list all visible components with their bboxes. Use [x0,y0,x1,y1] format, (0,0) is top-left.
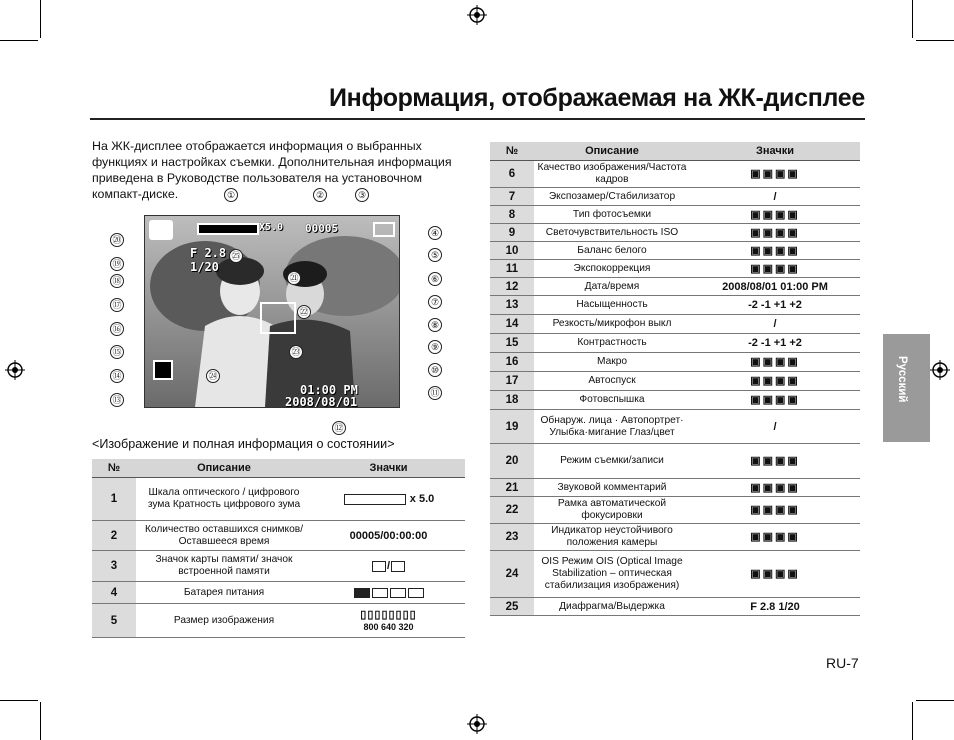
registration-mark-icon [5,360,25,380]
table-row [490,524,860,551]
row-desc: Баланс белого [534,242,690,260]
registration-mark-icon [467,714,487,734]
callout-16: ⑯ [110,322,124,336]
row-desc: Обнаруж. лица · Автопортрет· Улыбка·мигание Глаз/цвет [534,410,690,444]
row-num: 16 [490,353,534,372]
callout-25: ㉕ [229,249,243,263]
row-desc: Индикатор неустойчивого положения камеры [534,524,690,551]
row-num: 1 [92,478,136,521]
battery-empty-icon [408,588,424,598]
setting-icons: ▣▣▣▣ [750,244,800,257]
callout-1: ① [224,188,238,202]
left-info-table [92,459,465,638]
row-icons: / [690,188,860,206]
table-row [92,551,465,582]
row-num: 25 [490,598,534,616]
setting-icons: ▣▣▣▣ [750,356,800,368]
setting-icons: ▣▣▣▣ [750,226,800,239]
row-desc: Резкость/микрофон выкл [534,315,690,334]
table-row [92,582,465,604]
row-desc: Контрастность [534,334,690,353]
crop-mark [916,40,954,41]
table-row [490,242,860,260]
row-num: 14 [490,315,534,334]
memory-card-icon [372,561,386,572]
row-num: 7 [490,188,534,206]
lcd-screen [144,215,400,408]
row-num: 22 [490,497,534,524]
row-icons: / [690,410,860,444]
photo-illustration [145,216,399,407]
header-icons: Значки [312,459,465,478]
row-num: 12 [490,278,534,296]
row-icons [690,206,860,224]
callout-2: ② [313,188,327,202]
row-desc: Режим съемки/записи [534,444,690,479]
table-row [490,410,860,444]
header-num: № [92,459,136,478]
callout-9: ⑨ [428,340,442,354]
row-num: 19 [490,410,534,444]
callout-18: ⑱ [110,274,124,288]
table-header-row [490,142,860,161]
callout-21: ㉑ [287,271,301,285]
zoom-bar-icon [344,494,406,505]
row-num: 24 [490,551,534,598]
intro-paragraph: На ЖК-дисплее отображается информация о выбранных функциях и настройках съемки. Дополнительная информация приведена в Руководстве пользователя на установочном компакт-диске. [92,139,452,201]
language-tab-label: Русский [896,356,908,403]
row-icons: / [690,315,860,334]
table-row [92,478,465,521]
setting-icons: ▣▣▣▣ [750,568,800,580]
row-desc: Тип фотосъемки [534,206,690,224]
table-row [490,278,860,296]
row-num: 20 [490,444,534,479]
row-icons [690,372,860,391]
callout-10: ⑩ [428,363,442,377]
setting-icons: ▣▣▣▣ [750,262,800,275]
table-row [92,604,465,638]
row-num: 10 [490,242,534,260]
callout-24: ㉔ [206,369,220,383]
table-row [490,206,860,224]
image-size-icons: ▯▯▯▯▯▯▯▯ [360,608,417,621]
callout-7: ⑦ [428,295,442,309]
row-num: 13 [490,296,534,315]
row-num: 23 [490,524,534,551]
row-icons [690,551,860,598]
callout-23: ㉓ [289,345,303,359]
row-num: 15 [490,334,534,353]
row-icons [690,524,860,551]
row-desc: Насыщенность [534,296,690,315]
row-icons [690,353,860,372]
callout-19: ⑲ [110,257,124,271]
table-row [490,260,860,278]
row-icons: F 2.8 1/20 [690,598,860,616]
sharpness-icon [153,360,173,380]
row-num: 5 [92,604,136,638]
shot-counter: 00005 [305,222,339,235]
crop-mark [916,700,954,701]
row-desc: Экспозамер/Стабилизатор [534,188,690,206]
row-icons: -2 -1 +1 +2 [690,296,860,315]
callout-12: ⑫ [332,421,346,435]
image-size-values: 800 640 320 [363,621,414,632]
callout-4: ④ [428,226,442,240]
table-row [490,391,860,410]
row-num: 3 [92,551,136,582]
row-desc: Качество изображения/Частота кадров [534,161,690,188]
row-icons [312,582,465,604]
setting-icons: ▣▣▣▣ [750,208,800,221]
aperture-value: F 2.8 [190,246,227,260]
table-row [490,479,860,497]
camera-mode-icon [149,220,173,240]
lcd-diagram [92,188,467,438]
row-icons [312,604,465,638]
battery-icon [373,222,395,237]
row-icons: 00005/00:00:00 [312,521,465,551]
row-desc: Батарея питания [136,582,312,604]
crop-mark [0,40,38,41]
callout-3: ③ [355,188,369,202]
separator: / [386,560,391,572]
table-row [490,497,860,524]
row-icons: -2 -1 +1 +2 [690,334,860,353]
registration-mark-icon [467,5,487,25]
row-desc: Автоспуск [534,372,690,391]
row-num: 17 [490,372,534,391]
date-value: 2008/08/01 [285,395,358,408]
zoom-bar [197,223,259,235]
row-icons: 2008/08/01 01:00 PM [690,278,860,296]
setting-icons: ▣▣▣▣ [750,375,800,387]
row-desc: Значок карты памяти/ значок встроенной памяти [136,551,312,582]
header-num: № [490,142,534,161]
callout-6: ⑥ [428,272,442,286]
setting-icons: ▣▣▣▣ [750,455,800,467]
crop-mark [0,700,38,701]
row-icons [690,497,860,524]
table-row [490,334,860,353]
table-row [490,598,860,616]
zoom-value: X5.0 [259,222,284,233]
setting-icons: ▣▣▣▣ [750,481,800,494]
row-num: 4 [92,582,136,604]
row-icons [690,260,860,278]
row-desc: Количество оставшихся снимков/Оставшееся время [136,521,312,551]
time-value: 01:00 PM [300,383,358,397]
header-icons: Значки [690,142,860,161]
crop-mark [40,0,41,38]
row-icons [690,391,860,410]
page-number: RU-7 [826,655,859,671]
battery-half-icon [372,588,388,598]
row-desc: Размер изображения [136,604,312,638]
page-title: Информация, отображаемая на ЖК-дисплее [328,84,865,112]
row-num: 21 [490,479,534,497]
table-row [490,224,860,242]
setting-icons: ▣▣▣▣ [750,168,800,180]
zoom-value: x 5.0 [409,493,435,505]
table-row [490,551,860,598]
row-num: 6 [490,161,534,188]
table-row [490,353,860,372]
callout-17: ⑰ [110,298,124,312]
figure-caption: <Изображение и полная информация о состоянии> [92,437,395,451]
shutter-value: 1/20 [190,260,219,274]
table-row [490,372,860,391]
row-num: 11 [490,260,534,278]
header-desc: Описание [136,459,312,478]
row-desc: Звуковой комментарий [534,479,690,497]
row-num: 2 [92,521,136,551]
row-desc: Экспокоррекция [534,260,690,278]
row-num: 9 [490,224,534,242]
table-row [490,315,860,334]
callout-11: ⑪ [428,386,442,400]
crop-mark [912,702,913,740]
row-desc: Светочувствительность ISO [534,224,690,242]
row-icons [312,551,465,582]
row-desc: Дата/время [534,278,690,296]
setting-icons: ▣▣▣▣ [750,394,800,406]
row-desc: Фотовспышка [534,391,690,410]
row-desc: Рамка автоматической фокусировки [534,497,690,524]
right-info-table [490,142,860,616]
registration-mark-icon [930,360,950,380]
callout-22: ㉒ [297,305,311,319]
row-icons [312,478,465,521]
crop-mark [912,0,913,38]
callout-13: ⑬ [110,393,124,407]
row-icons [690,224,860,242]
row-num: 18 [490,391,534,410]
setting-icons: ▣▣▣▣ [750,504,800,516]
table-row [490,161,860,188]
table-row [92,521,465,551]
row-desc: Шкала оптического / цифрового зума Кратность цифрового зума [136,478,312,521]
battery-full-icon [354,588,370,598]
header-desc: Описание [534,142,690,161]
row-num: 8 [490,206,534,224]
row-icons [690,242,860,260]
crop-mark [40,702,41,740]
callout-15: ⑮ [110,345,124,359]
row-desc: OIS Режим OIS (Optical Image Stabilization – оптическая стабилизация изображения) [534,551,690,598]
table-row [490,188,860,206]
battery-low-icon [390,588,406,598]
title-divider [90,118,865,120]
setting-icons: ▣▣▣▣ [750,531,800,543]
row-icons [690,444,860,479]
table-header-row [92,459,465,478]
row-desc: Макро [534,353,690,372]
internal-memory-icon [391,561,405,572]
row-desc: Диафрагма/Выдержка [534,598,690,616]
callout-8: ⑧ [428,318,442,332]
callout-5: ⑤ [428,248,442,262]
language-tab [883,334,930,442]
row-icons [690,479,860,497]
callout-20: ⑳ [110,233,124,247]
callout-14: ⑭ [110,369,124,383]
row-icons [690,161,860,188]
table-row [490,296,860,315]
table-row [490,444,860,479]
